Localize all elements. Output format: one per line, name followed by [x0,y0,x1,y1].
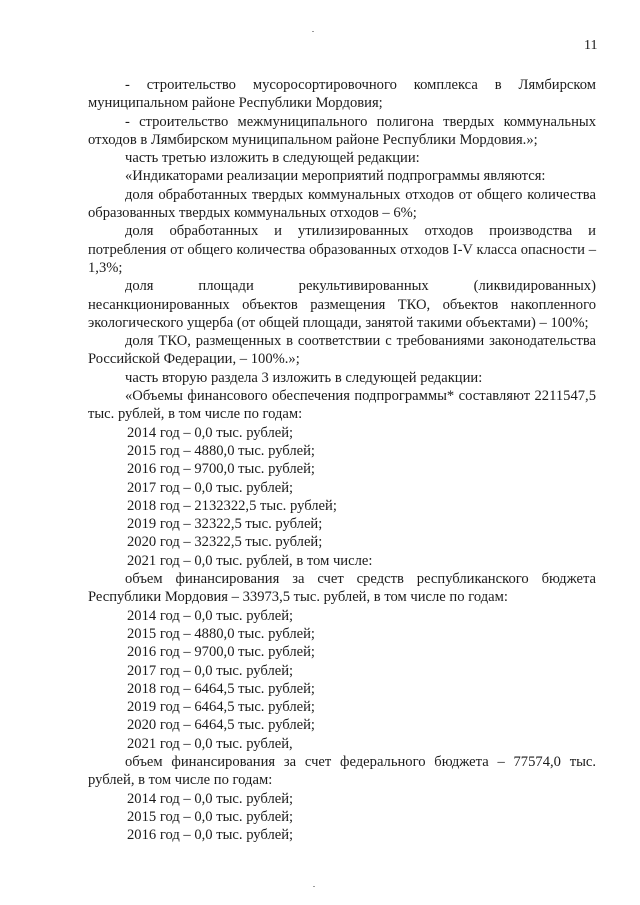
paragraph-first-line [88,277,596,295]
paragraph: доля обработанных твердых коммунальных отходов от общего количества образованных твердых коммунальных отходов – 6%; [88,186,596,222]
federal-budget-list [88,790,596,845]
list-item: 2021 год – 0,0 тыс. рублей, [127,735,293,752]
list-item: 2016 год – 0,0 тыс. рублей; [127,827,294,844]
scan-speck [312,31,314,32]
list-item: 2019 год – 32322,5 тыс. рублей; [127,516,323,533]
word: (ликвидированных) [473,278,596,295]
paragraph: - строительство межмуниципального полигона твердых коммунальных отходов в Лямбирском муниципальном районе Республики Мордовия.»; [88,113,596,148]
document-body [88,76,596,844]
list-item: 2015 год – 0,0 тыс. рублей; [127,808,294,825]
word: рекультивированных [298,278,429,295]
paragraph: объем финансирования за счет средств республиканского бюджета Республики Мордовия – 33973,5 тыс. рублей, в том числе по годам: [88,571,596,606]
list-item: 2016 год – 9700,0 тыс. рублей; [127,461,315,478]
paragraph: доля обработанных и утилизированных отходов производства и потребления от общего количества образованных отходов I-V класса опасности – 1,3%; [88,223,596,276]
paragraph-continuation: несанкционированных объектов размещения ТКО, объектов накопленного экологического ущерба (от общей площади, занятой такими объектами) – 100%; [88,296,596,331]
paragraph: «Индикаторами реализации мероприятий подпрограммы являются: [125,168,546,185]
scan-speck [313,886,315,887]
paragraph: - строительство мусоросортировочного комплекса в Лямбирском муниципальном районе Республики Мордовия; [88,77,596,112]
paragraph: доля ТКО, размещенных в соответствии с требованиями законодательства Российской Федерации, – 100%.»; [88,333,596,368]
list-item: 2021 год – 0,0 тыс. рублей, в том числе: [127,552,373,569]
list-item: 2019 год – 6464,5 тыс. рублей; [127,699,315,716]
paragraph: часть третью изложить в следующей редакции: [125,150,420,167]
page-number: 11 [584,38,598,53]
word: площади [198,278,254,295]
paragraph: объем финансирования за счет федерального бюджета – 77574,0 тыс. рублей, в том числе по годам: [88,753,596,789]
paragraph [88,277,596,332]
list-item: 2015 год – 4880,0 тыс. рублей; [127,625,315,642]
list-item: 2016 год – 9700,0 тыс. рублей; [127,644,315,661]
list-item: 2018 год – 6464,5 тыс. рублей; [127,680,315,697]
list-item: 2014 год – 0,0 тыс. рублей; [127,790,294,807]
paragraph: «Объемы финансового обеспечения подпрограммы* составляют 2211547,5 тыс. рублей, в том числе по годам: [88,388,596,423]
word: доля [125,278,154,295]
list-item: 2014 год – 0,0 тыс. рублей; [127,424,294,441]
list-item: 2017 год – 0,0 тыс. рублей; [127,479,294,496]
funding-by-year-list [88,424,596,570]
regional-budget-list [88,607,596,753]
paragraph: часть вторую раздела 3 изложить в следующей редакции: [125,369,483,386]
list-item: 2014 год – 0,0 тыс. рублей; [127,607,294,624]
list-item: 2020 год – 32322,5 тыс. рублей; [127,534,323,551]
list-item: 2020 год – 6464,5 тыс. рублей; [127,717,315,734]
list-item: 2017 год – 0,0 тыс. рублей; [127,662,294,679]
list-item: 2015 год – 4880,0 тыс. рублей; [127,442,315,459]
list-item: 2018 год – 2132322,5 тыс. рублей; [127,497,337,514]
